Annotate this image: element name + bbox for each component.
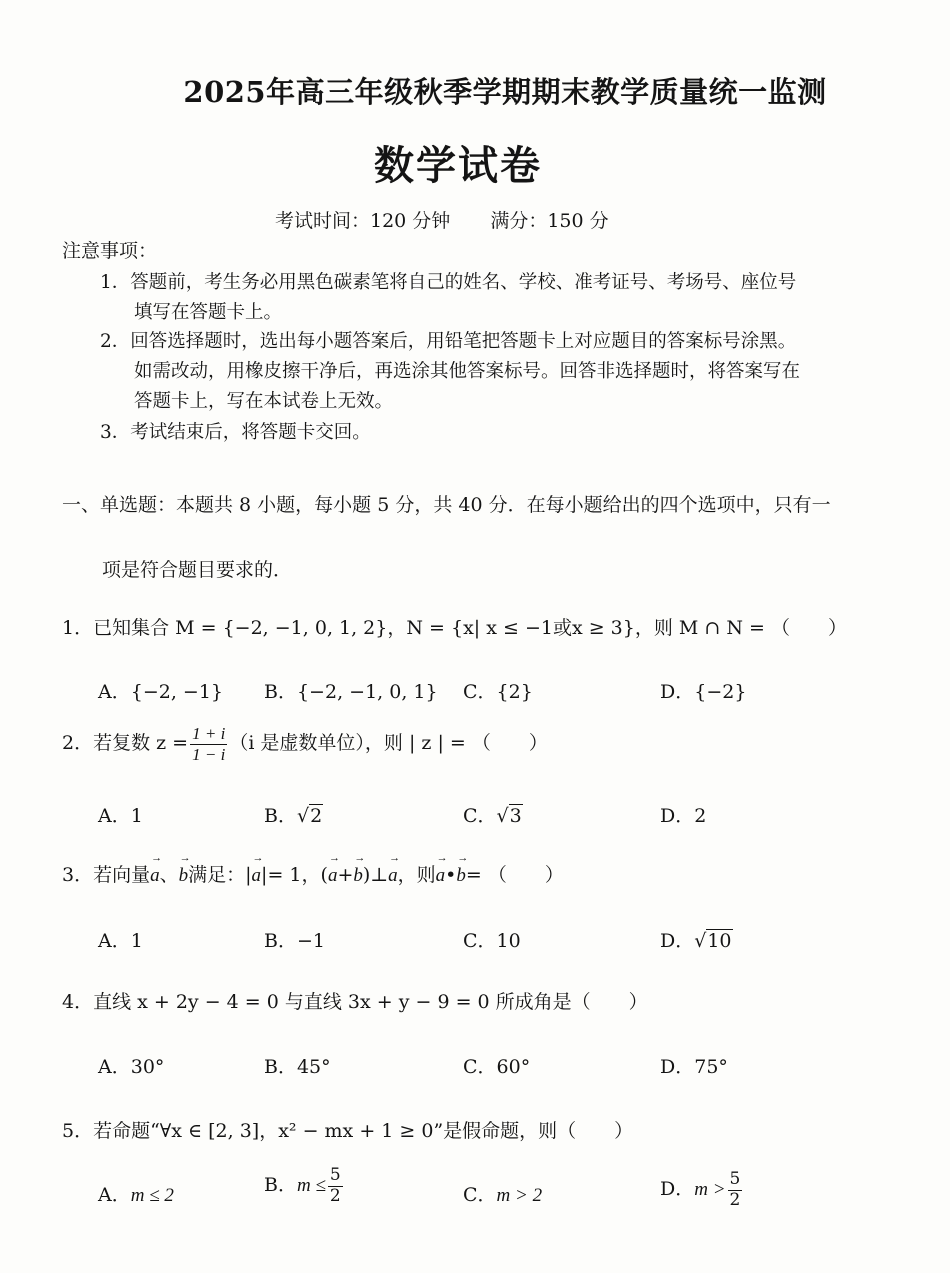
q3-option-b: B．−1 <box>264 930 325 952</box>
question-5 <box>62 1116 633 1143</box>
q1-option-d: D．{−2} <box>660 681 747 703</box>
q5-option-c: C．m > 2 <box>463 1184 543 1206</box>
question-text: 直线 x + 2y − 4 = 0 与直线 3x + y − 9 = 0 所成角是（ ） <box>93 991 648 1013</box>
notice-item-3: 3．考试结束后，将答题卡交回。 <box>100 422 371 443</box>
notice-item-2-cont: 如需改动，用橡皮擦干净后，再选涂其他答案标号。回答非选择题时，将答案写在 <box>134 361 801 382</box>
q1-option-a: A．{−2, −1} <box>98 681 224 703</box>
question-text-pre: 若复数 z = <box>93 732 189 755</box>
section-heading: 一、单选题：本题共 8 小题，每小题 5 分，共 40 分．在每小题给出的四个选项中，只有一 <box>62 494 831 516</box>
vector-b: → b <box>179 865 189 887</box>
sqrt-symbol: √3 <box>496 805 522 827</box>
q5-option-b: B．m ≤ $\frac{5}{2}$ <box>264 1165 341 1206</box>
question-text: 已知集合 M = {−2, −1, 0, 1, 2}，N = {x| x ≤ −1或x ≥ 3}，则 M ∩ N = （ ） <box>93 617 847 639</box>
question-text: 若命题“∀x ∈ [2, 3]，x² − mx + 1 ≥ 0”是假命题，则（ ） <box>93 1120 634 1142</box>
notice-heading: 注意事项： <box>62 240 158 262</box>
notice-item-2-cont2: 答题卡上，写在本试卷上无效。 <box>134 391 394 412</box>
q3-option-d: D．√10 <box>660 930 732 952</box>
q4-option-b: B．45° <box>264 1056 331 1078</box>
q5-option-a: A．m ≤ 2 <box>98 1184 174 1206</box>
q2-option-d: D．2 <box>660 805 707 827</box>
section-heading-cont: 项是符合题目要求的． <box>102 559 293 581</box>
fraction-denominator: 1 − i <box>192 744 226 764</box>
sqrt-symbol: √10 <box>694 930 732 952</box>
fraction: $\frac{5}{2}$ <box>329 1165 341 1206</box>
fraction <box>190 724 227 764</box>
question-2 <box>62 724 548 764</box>
q4-option-d: D．75° <box>660 1056 728 1078</box>
exam-title: 2025年高三年级秋季学期期末教学质量统一监测 <box>183 75 827 109</box>
q4-option-c: C．60° <box>463 1056 531 1078</box>
question-number: 4． <box>62 991 94 1013</box>
sqrt-symbol: √2 <box>296 805 323 827</box>
paper-subtitle: 数学试卷 <box>374 142 542 189</box>
q1-option-b: B．{−2, −1, 0, 1} <box>264 681 438 703</box>
question-number: 1． <box>62 617 94 639</box>
q2-option-a: A．1 <box>98 805 143 827</box>
q5-option-d: D．m > $\frac{5}{2}$ <box>660 1169 741 1210</box>
q4-option-a: A．30° <box>98 1056 165 1078</box>
exam-time: 考试时间：120 分钟 <box>275 210 451 232</box>
fraction: $\frac{5}{2}$ <box>729 1169 741 1210</box>
q2-option-b: B．√2 <box>264 805 323 827</box>
exam-meta <box>275 206 649 233</box>
notice-item-1-cont: 填写在答题卡上。 <box>134 302 283 323</box>
question-text-post: （i 是虚数单位），则 | z | = （ ） <box>229 732 548 755</box>
full-score: 满分：150 分 <box>490 210 609 232</box>
question-number: 3． <box>62 864 94 886</box>
question-number: 2． <box>62 732 94 755</box>
notice-item-2: 2．回答选择题时，选出每小题答案后，用铅笔把答题卡上对应题目的答案标号涂黑。 <box>100 331 797 352</box>
question-1 <box>62 613 847 640</box>
q2-option-c: C．√3 <box>463 805 522 827</box>
q3-option-c: C．10 <box>463 930 521 952</box>
question-number: 5． <box>62 1120 94 1142</box>
fraction-numerator: 1 + i <box>192 724 226 743</box>
notice-item-1: 1．答题前，考生务必用黑色碳素笔将自己的姓名、学校、准考证号、考场号、座位号 <box>100 272 797 293</box>
q3-option-a: A．1 <box>98 930 143 952</box>
vector-a: → a <box>150 865 160 887</box>
q1-option-c: C．{2} <box>463 681 533 703</box>
question-3: 3．若向量→ a、→ b满足：|→ a|= 1，(→ a+→ b)⊥→ a，则→ a•→ b= （ ） <box>62 860 564 887</box>
question-4 <box>62 987 648 1014</box>
